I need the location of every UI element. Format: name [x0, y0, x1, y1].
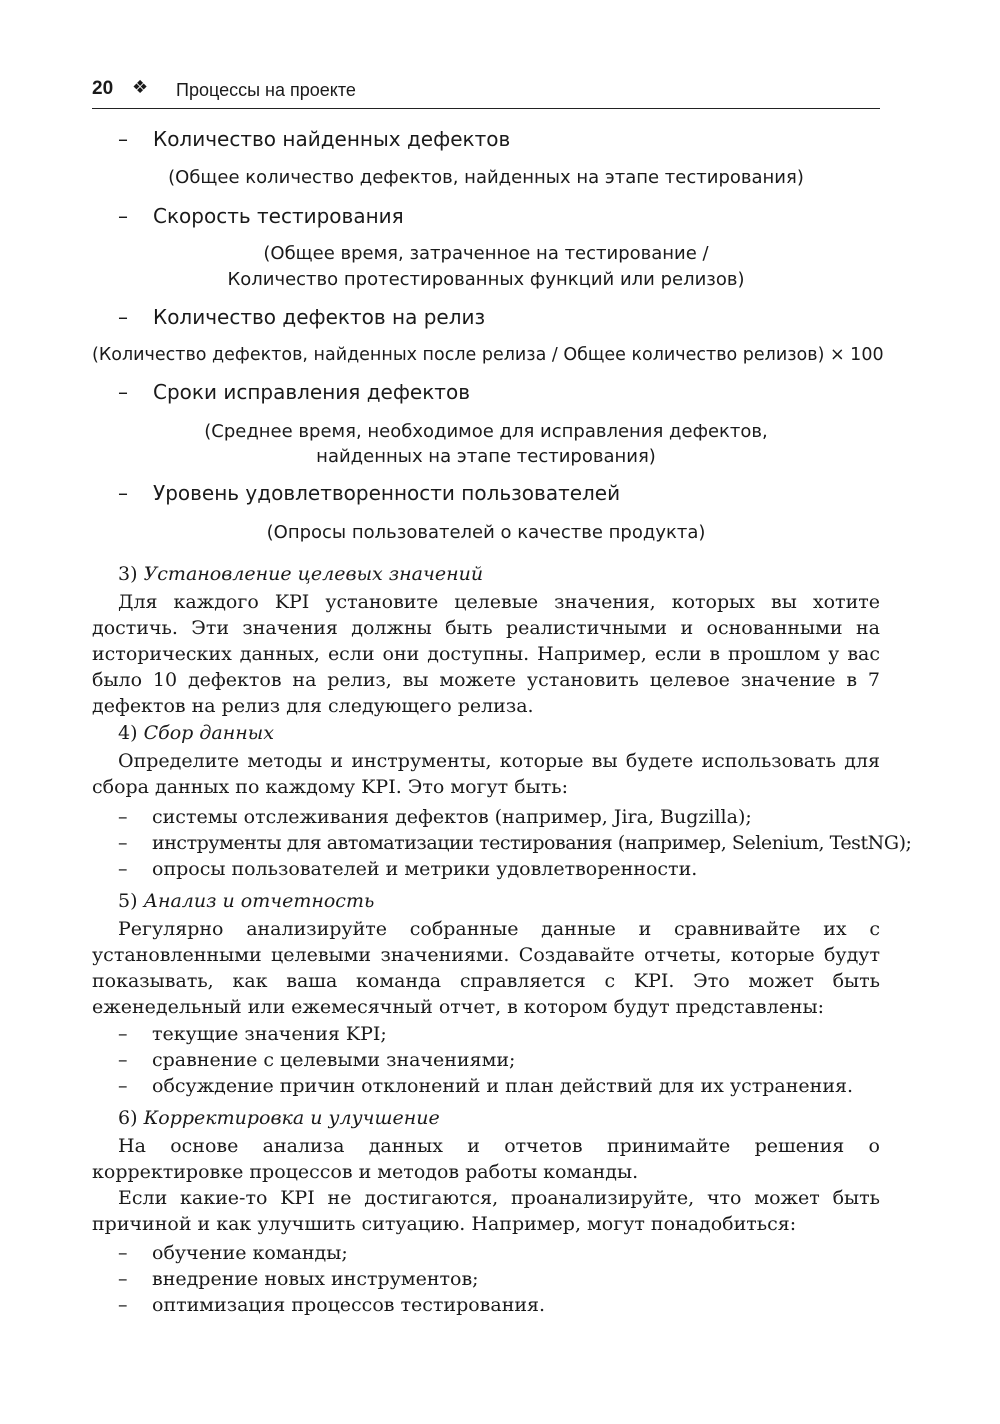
metric-formula-line: (Количество дефектов, найденных после релиза / Общее количество релизов) × 100 [92, 345, 884, 365]
bullet-dash: – [118, 1049, 128, 1071]
metric-title: Сроки исправления дефектов [153, 380, 470, 404]
section-heading [118, 563, 483, 585]
bullet-item: текущие значения KPI; [152, 1023, 387, 1045]
paragraph: Если какие-то KPI не достигаются, проанализируйте, что может быть причиной и как улучшить ситуацию. Например, могут понадобиться: [92, 1187, 880, 1235]
bullet-item: внедрение новых инструментов; [152, 1268, 479, 1290]
bullet-item: обсуждение причин отклонений и план действий для их устранения. [152, 1075, 854, 1097]
section-title: Установление целевых значений [143, 563, 484, 585]
metric-formula-line: Количество протестированных функций или релизов) [227, 269, 745, 290]
metric-title: Количество дефектов на релиз [153, 305, 486, 329]
section-heading [118, 722, 274, 744]
bullet-dash: – [118, 1294, 128, 1316]
bullet-dash: – [118, 832, 128, 854]
metric-dash: – [118, 380, 128, 404]
paragraph: Регулярно анализируйте собранные данные и сравнивайте их с установленными целевыми значениями. Создавайте отчеты, которые будут показывать, как ваша команда справляется с KPI. Это может быть еженедельный или ежемесячный отчет, в котором будут представлены: [92, 918, 880, 1018]
metric-formula-line: (Общее количество дефектов, найденных на этапе тестирования) [168, 167, 804, 188]
bullet-item: системы отслеживания дефектов (например, Jira, Bugzilla); [152, 806, 752, 828]
metric-title: Уровень удовлетворенности пользователей [153, 481, 621, 505]
bullet-dash: – [118, 1242, 128, 1264]
bullet-dash: – [118, 806, 128, 828]
ornament-icon: ❖ [132, 77, 149, 98]
section-title: Анализ и отчетность [143, 890, 375, 912]
section-title: Корректировка и улучшение [143, 1107, 440, 1129]
section-heading [118, 890, 374, 912]
metric-formula-line: (Среднее время, необходимое для исправления дефектов, [204, 421, 768, 442]
section-number: 6) [118, 1107, 138, 1129]
bullet-item: оптимизация процессов тестирования. [152, 1294, 546, 1316]
metric-title: Количество найденных дефектов [153, 127, 511, 151]
metric-dash: – [118, 127, 128, 151]
bullet-item: обучение команды; [152, 1242, 348, 1264]
section-heading [118, 1107, 440, 1129]
paragraph: Определите методы и инструменты, которые вы будете использовать для сбора данных по каждому KPI. Это могут быть: [92, 750, 880, 798]
metric-formula-line: (Опросы пользователей о качестве продукта) [266, 522, 706, 543]
metric-formula-line: (Общее время, затраченное на тестирование / [263, 243, 709, 264]
bullet-item: инструменты для автоматизации тестирования (например, Selenium, TestNG); [152, 832, 912, 854]
metric-dash: – [118, 305, 128, 329]
page-number: 20 [92, 78, 114, 99]
section-title: Сбор данных [143, 722, 274, 744]
section-number: 3) [118, 563, 138, 585]
bullet-item: опросы пользователей и метрики удовлетворенности. [152, 858, 698, 880]
bullet-item: сравнение с целевыми значениями; [152, 1049, 516, 1071]
bullet-dash: – [118, 1075, 128, 1097]
metric-title: Скорость тестирования [153, 204, 404, 228]
bullet-dash: – [118, 858, 128, 880]
running-title: Процессы на проекте [176, 80, 356, 100]
section-number: 5) [118, 890, 138, 912]
section-number: 4) [118, 722, 138, 744]
bullet-dash: – [118, 1268, 128, 1290]
metric-dash: – [118, 204, 128, 228]
running-header [92, 76, 880, 109]
paragraph: Для каждого KPI установите целевые значения, которых вы хотите достичь. Эти значения должны быть реалистичными и основанными на исторических данных, если они доступны. Например, если в прошлом у вас было 10 дефектов на релиз, вы можете установить целевое значение в 7 дефектов на релиз для следующего релиза. [92, 591, 880, 717]
paragraph: На основе анализа данных и отчетов принимайте решения о корректировке процессов и методов работы команды. [92, 1135, 880, 1183]
metric-dash: – [118, 481, 128, 505]
metric-formula-line: найденных на этапе тестирования) [316, 446, 656, 467]
bullet-dash: – [118, 1023, 128, 1045]
